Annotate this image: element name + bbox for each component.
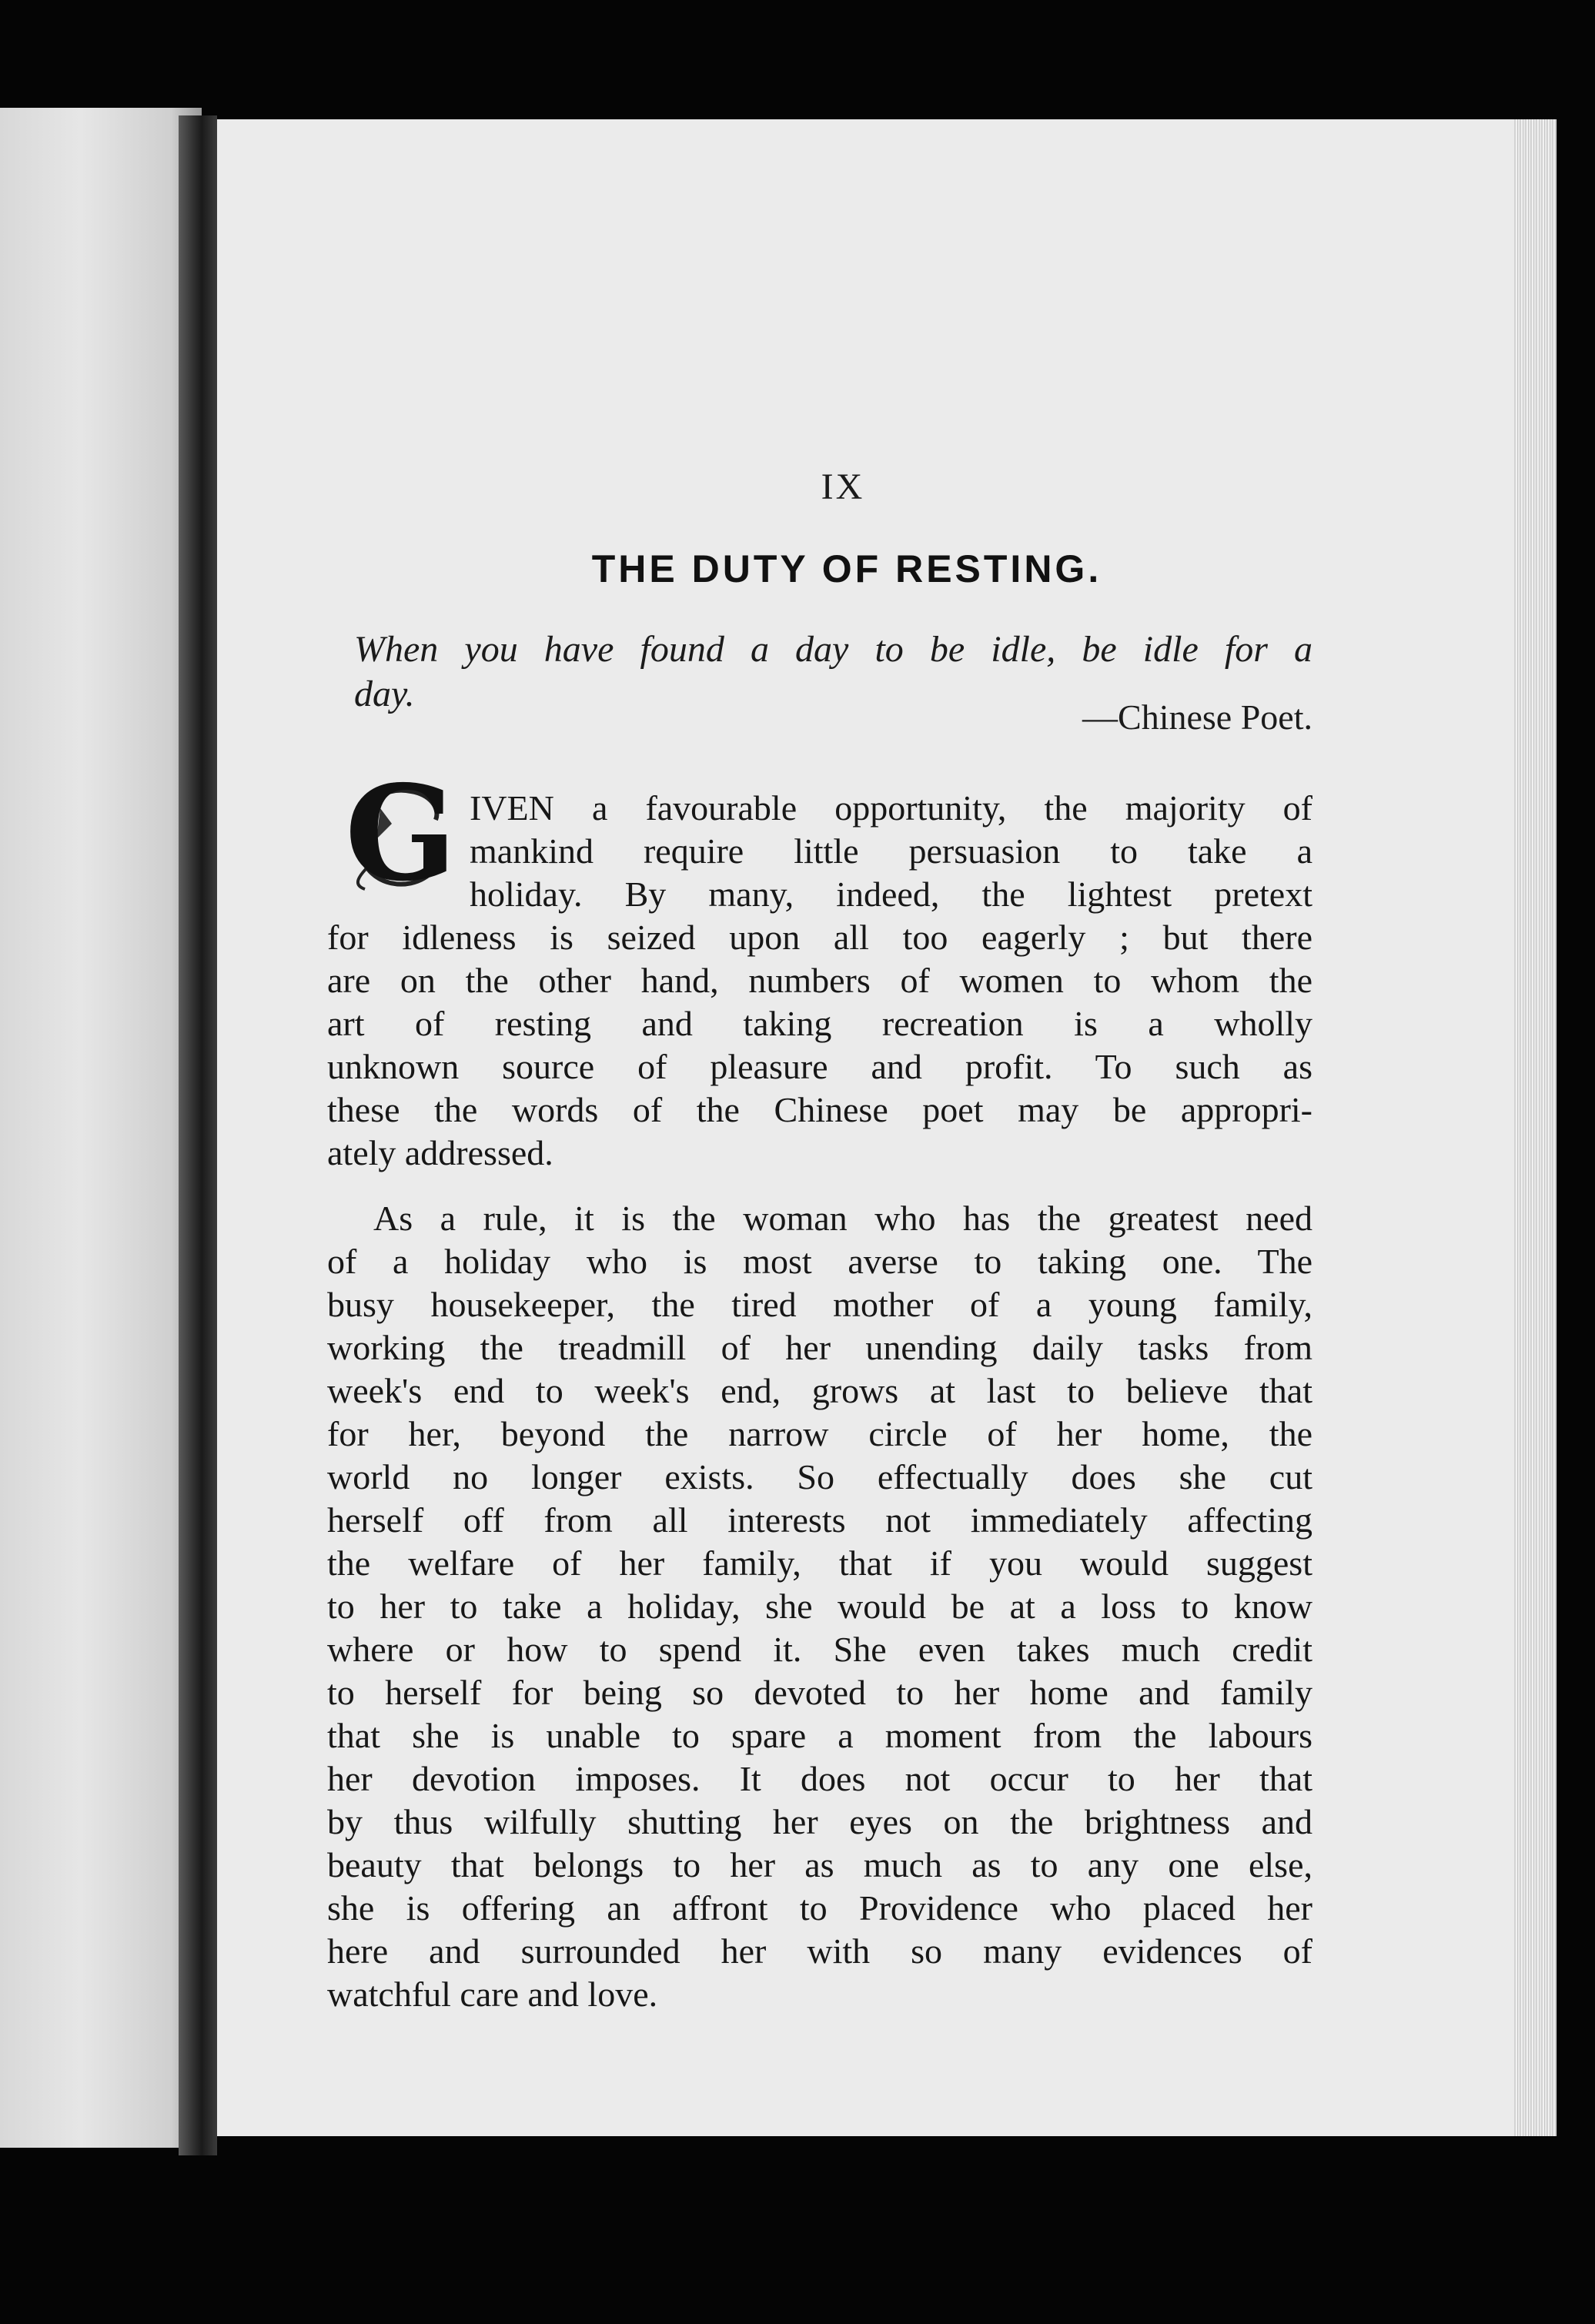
- text-line: the welfare of her family, that if you would suggest: [327, 1543, 1312, 1583]
- text-line: beauty that belongs to her as much as to any one else,: [327, 1845, 1312, 1884]
- text-line: watchful care and love.: [327, 1975, 658, 2014]
- text-line: art of resting and taking recreation is a wholly: [327, 1004, 1312, 1043]
- epigraph-attribution: —Chinese Poet.: [1082, 697, 1312, 737]
- page-stack-edge: [1514, 119, 1557, 2136]
- text-line: working the treadmill of her unending daily tasks from: [327, 1328, 1312, 1367]
- paragraph-1-indented: [470, 787, 1312, 916]
- text-line: ately addressed.: [327, 1133, 553, 1172]
- dropcap-letter: G: [345, 757, 457, 911]
- paragraph-2: [327, 1197, 1312, 2016]
- text-line: holiday. By many, indeed, the lightest pretext: [470, 874, 1312, 914]
- text-line: As a rule, it is the woman who has the greatest need: [373, 1199, 1312, 1238]
- text-line: world no longer exists. So effectually does she cut: [327, 1457, 1312, 1496]
- text-line: here and surrounded her with so many evidences of: [327, 1931, 1312, 1971]
- text-line: these the words of the Chinese poet may be appropri-: [327, 1090, 1312, 1129]
- chapter-title: THE DUTY OF RESTING.: [591, 547, 1102, 590]
- text-line: IVEN a favourable opportunity, the majority of: [470, 788, 1312, 828]
- text-line: her devotion imposes. It does not occur to her that: [327, 1759, 1312, 1798]
- text-line: of a holiday who is most averse to taking one. The: [327, 1242, 1312, 1281]
- epigraph-line-1: When you have found a day to be idle, be idle for a: [354, 629, 1312, 670]
- text-line: to her to take a holiday, she would be at a loss to know: [327, 1587, 1312, 1626]
- text-line: where or how to spend it. She even takes much credit: [327, 1630, 1312, 1669]
- text-line: she is offering an affront to Providence who placed her: [327, 1888, 1312, 1928]
- text-line: unknown source of pleasure and profit. To such as: [327, 1047, 1312, 1086]
- epigraph-line-2: day.: [354, 674, 415, 714]
- text-line: for idleness is seized upon all too eagerly ; but there: [327, 918, 1312, 957]
- chapter-number: IX: [821, 466, 865, 507]
- text-line: herself off from all interests not immediately affecting: [327, 1500, 1312, 1540]
- text-line: by thus wilfully shutting her eyes on the brightness and: [327, 1802, 1312, 1841]
- text-line: week's end to week's end, grows at last to believe that: [327, 1371, 1312, 1410]
- text-line: busy housekeeper, the tired mother of a young family,: [327, 1285, 1312, 1324]
- book-gutter: [179, 115, 217, 2155]
- text-line: to herself for being so devoted to her home and family: [327, 1673, 1312, 1712]
- facing-page-edge: [0, 108, 202, 2148]
- text-line: are on the other hand, numbers of women to whom the: [327, 961, 1312, 1000]
- text-line: mankind require little persuasion to take a: [470, 831, 1312, 871]
- text-line: for her, beyond the narrow circle of her home, the: [327, 1414, 1312, 1453]
- text-line: that she is unable to spare a moment from the labours: [327, 1716, 1312, 1755]
- ornamental-initial: [345, 757, 457, 911]
- paragraph-1-body: [327, 916, 1312, 1175]
